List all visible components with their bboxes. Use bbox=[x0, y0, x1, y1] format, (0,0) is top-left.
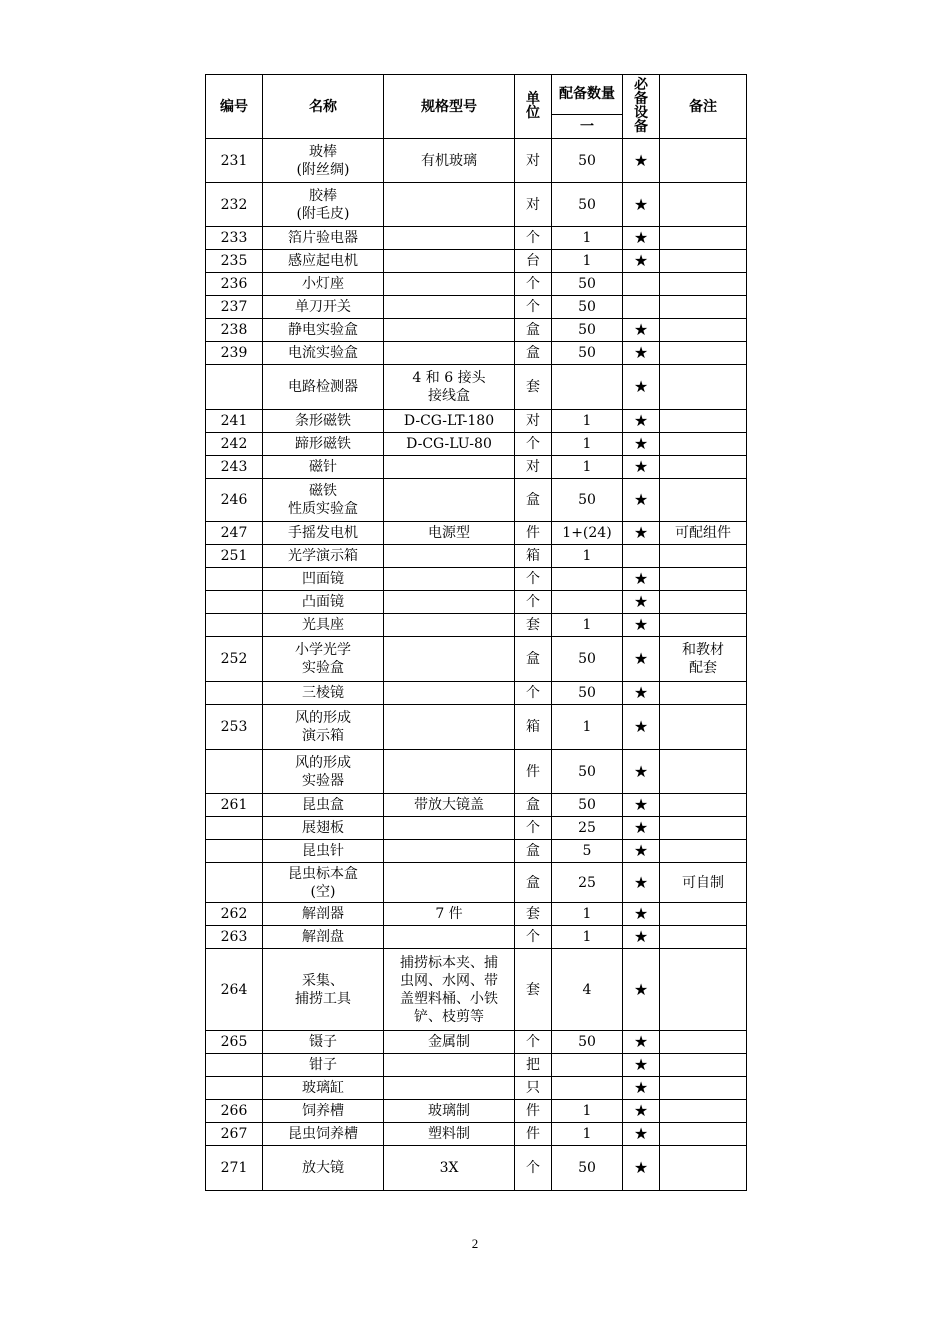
cell-note bbox=[660, 750, 747, 794]
cell-note bbox=[660, 903, 747, 926]
cell-id: 237 bbox=[206, 296, 263, 319]
table-row bbox=[206, 750, 747, 794]
cell-unit: 个 bbox=[515, 682, 552, 705]
table-row bbox=[206, 1077, 747, 1100]
table-row bbox=[206, 705, 747, 750]
cell-qty bbox=[552, 1054, 623, 1077]
cell-star: ★ bbox=[623, 903, 660, 926]
cell-unit: 个 bbox=[515, 1146, 552, 1191]
cell-note bbox=[660, 591, 747, 614]
cell-id bbox=[206, 591, 263, 614]
cell-id: 236 bbox=[206, 273, 263, 296]
cell-unit: 个 bbox=[515, 433, 552, 456]
cell-name: 三棱镜 bbox=[263, 682, 384, 705]
cell-qty: 25 bbox=[552, 817, 623, 840]
cell-id: 253 bbox=[206, 705, 263, 750]
cell-spec bbox=[384, 456, 515, 479]
cell-id bbox=[206, 1077, 263, 1100]
cell-id bbox=[206, 750, 263, 794]
cell-name: 钳子 bbox=[263, 1054, 384, 1077]
table-row bbox=[206, 319, 747, 342]
cell-unit: 个 bbox=[515, 591, 552, 614]
cell-id bbox=[206, 863, 263, 903]
cell-name: 磁针 bbox=[263, 456, 384, 479]
cell-star: ★ bbox=[623, 682, 660, 705]
cell-unit: 盒 bbox=[515, 342, 552, 365]
cell-note bbox=[660, 794, 747, 817]
cell-id: 238 bbox=[206, 319, 263, 342]
cell-note bbox=[660, 926, 747, 949]
cell-note bbox=[660, 296, 747, 319]
cell-id bbox=[206, 568, 263, 591]
cell-qty bbox=[552, 568, 623, 591]
cell-spec: 玻璃制 bbox=[384, 1100, 515, 1123]
table-row bbox=[206, 365, 747, 410]
table-row bbox=[206, 903, 747, 926]
cell-id: 247 bbox=[206, 522, 263, 545]
cell-note bbox=[660, 1146, 747, 1191]
cell-qty: 1 bbox=[552, 545, 623, 568]
table-row bbox=[206, 568, 747, 591]
cell-star: ★ bbox=[623, 926, 660, 949]
cell-id: 242 bbox=[206, 433, 263, 456]
cell-note bbox=[660, 1077, 747, 1100]
table-row bbox=[206, 1123, 747, 1146]
cell-id: 267 bbox=[206, 1123, 263, 1146]
cell-unit: 台 bbox=[515, 250, 552, 273]
cell-spec bbox=[384, 319, 515, 342]
cell-spec bbox=[384, 926, 515, 949]
cell-spec: 3X bbox=[384, 1146, 515, 1191]
cell-spec bbox=[384, 705, 515, 750]
cell-name: 单刀开关 bbox=[263, 296, 384, 319]
table-row bbox=[206, 863, 747, 903]
cell-qty: 1+(24) bbox=[552, 522, 623, 545]
cell-star bbox=[623, 545, 660, 568]
cell-spec: D-CG-LT-180 bbox=[384, 410, 515, 433]
cell-unit: 个 bbox=[515, 1031, 552, 1054]
table-row bbox=[206, 1031, 747, 1054]
cell-spec bbox=[384, 750, 515, 794]
cell-qty bbox=[552, 591, 623, 614]
cell-qty: 1 bbox=[552, 1100, 623, 1123]
cell-qty: 50 bbox=[552, 1146, 623, 1191]
cell-note bbox=[660, 273, 747, 296]
cell-unit: 把 bbox=[515, 1054, 552, 1077]
cell-id bbox=[206, 817, 263, 840]
table-body bbox=[206, 139, 747, 1191]
cell-name: 展翅板 bbox=[263, 817, 384, 840]
cell-star: ★ bbox=[623, 705, 660, 750]
cell-spec bbox=[384, 250, 515, 273]
table-row bbox=[206, 227, 747, 250]
header-qty-sub: 一 bbox=[552, 115, 623, 139]
cell-spec bbox=[384, 479, 515, 522]
cell-spec bbox=[384, 817, 515, 840]
table-row bbox=[206, 410, 747, 433]
cell-note bbox=[660, 342, 747, 365]
cell-star: ★ bbox=[623, 522, 660, 545]
cell-spec bbox=[384, 296, 515, 319]
cell-qty: 50 bbox=[552, 183, 623, 227]
cell-note bbox=[660, 365, 747, 410]
cell-id bbox=[206, 365, 263, 410]
cell-star: ★ bbox=[623, 227, 660, 250]
cell-unit: 个 bbox=[515, 273, 552, 296]
cell-star: ★ bbox=[623, 1123, 660, 1146]
cell-unit: 盒 bbox=[515, 319, 552, 342]
cell-id: 243 bbox=[206, 456, 263, 479]
cell-note bbox=[660, 1100, 747, 1123]
cell-qty: 50 bbox=[552, 273, 623, 296]
cell-star bbox=[623, 296, 660, 319]
cell-spec bbox=[384, 227, 515, 250]
cell-spec bbox=[384, 273, 515, 296]
header-name: 名称 bbox=[263, 75, 384, 139]
cell-spec bbox=[384, 568, 515, 591]
cell-unit: 盒 bbox=[515, 637, 552, 682]
cell-name: 电路检测器 bbox=[263, 365, 384, 410]
header-spec: 规格型号 bbox=[384, 75, 515, 139]
cell-star: ★ bbox=[623, 319, 660, 342]
cell-star: ★ bbox=[623, 949, 660, 1031]
table-row bbox=[206, 682, 747, 705]
cell-note bbox=[660, 139, 747, 183]
cell-note bbox=[660, 705, 747, 750]
cell-spec: 金属制 bbox=[384, 1031, 515, 1054]
cell-id: 271 bbox=[206, 1146, 263, 1191]
cell-name: 手摇发电机 bbox=[263, 522, 384, 545]
cell-name: 镊子 bbox=[263, 1031, 384, 1054]
cell-name: 玻棒 (附丝绸) bbox=[263, 139, 384, 183]
cell-note bbox=[660, 227, 747, 250]
cell-qty bbox=[552, 365, 623, 410]
cell-name: 解剖盘 bbox=[263, 926, 384, 949]
table-row bbox=[206, 1100, 747, 1123]
cell-unit: 对 bbox=[515, 139, 552, 183]
cell-unit: 件 bbox=[515, 522, 552, 545]
cell-unit: 套 bbox=[515, 949, 552, 1031]
header-note: 备注 bbox=[660, 75, 747, 139]
cell-name: 小灯座 bbox=[263, 273, 384, 296]
cell-qty: 50 bbox=[552, 139, 623, 183]
cell-note: 可配组件 bbox=[660, 522, 747, 545]
cell-star: ★ bbox=[623, 410, 660, 433]
cell-name: 放大镜 bbox=[263, 1146, 384, 1191]
cell-name: 感应起电机 bbox=[263, 250, 384, 273]
cell-spec bbox=[384, 183, 515, 227]
cell-star: ★ bbox=[623, 750, 660, 794]
cell-name: 蹄形磁铁 bbox=[263, 433, 384, 456]
cell-spec bbox=[384, 342, 515, 365]
cell-unit: 对 bbox=[515, 183, 552, 227]
cell-unit: 盒 bbox=[515, 794, 552, 817]
page-number: 2 bbox=[471, 1236, 479, 1251]
cell-star: ★ bbox=[623, 1100, 660, 1123]
equipment-table bbox=[205, 74, 747, 1191]
cell-qty: 50 bbox=[552, 479, 623, 522]
cell-star: ★ bbox=[623, 1146, 660, 1191]
cell-name: 电流实验盒 bbox=[263, 342, 384, 365]
cell-star: ★ bbox=[623, 250, 660, 273]
cell-star: ★ bbox=[623, 139, 660, 183]
cell-note bbox=[660, 614, 747, 637]
cell-id: 264 bbox=[206, 949, 263, 1031]
cell-name: 玻璃缸 bbox=[263, 1077, 384, 1100]
cell-qty: 50 bbox=[552, 750, 623, 794]
cell-qty: 1 bbox=[552, 1123, 623, 1146]
cell-star: ★ bbox=[623, 840, 660, 863]
table-row bbox=[206, 433, 747, 456]
table-row bbox=[206, 273, 747, 296]
table-row bbox=[206, 949, 747, 1031]
cell-qty: 1 bbox=[552, 456, 623, 479]
cell-spec bbox=[384, 591, 515, 614]
cell-qty: 1 bbox=[552, 903, 623, 926]
header-qty: 配备数量 bbox=[552, 75, 623, 115]
table-row bbox=[206, 479, 747, 522]
cell-note bbox=[660, 479, 747, 522]
cell-unit: 个 bbox=[515, 568, 552, 591]
table-row bbox=[206, 817, 747, 840]
cell-id: 262 bbox=[206, 903, 263, 926]
cell-star: ★ bbox=[623, 365, 660, 410]
cell-id: 263 bbox=[206, 926, 263, 949]
cell-note bbox=[660, 1054, 747, 1077]
cell-id: 251 bbox=[206, 545, 263, 568]
cell-note bbox=[660, 840, 747, 863]
cell-name: 条形磁铁 bbox=[263, 410, 384, 433]
table-row bbox=[206, 522, 747, 545]
table-row bbox=[206, 1146, 747, 1191]
cell-spec: 电源型 bbox=[384, 522, 515, 545]
cell-star: ★ bbox=[623, 614, 660, 637]
cell-name: 光学演示箱 bbox=[263, 545, 384, 568]
cell-star: ★ bbox=[623, 637, 660, 682]
cell-qty bbox=[552, 1077, 623, 1100]
cell-id: 232 bbox=[206, 183, 263, 227]
cell-spec bbox=[384, 1054, 515, 1077]
cell-name: 凸面镜 bbox=[263, 591, 384, 614]
cell-spec bbox=[384, 637, 515, 682]
cell-star: ★ bbox=[623, 863, 660, 903]
table-row bbox=[206, 794, 747, 817]
table-row bbox=[206, 183, 747, 227]
cell-id: 231 bbox=[206, 139, 263, 183]
cell-spec bbox=[384, 863, 515, 903]
table-row bbox=[206, 1054, 747, 1077]
cell-qty: 1 bbox=[552, 614, 623, 637]
cell-qty: 50 bbox=[552, 319, 623, 342]
cell-star: ★ bbox=[623, 1077, 660, 1100]
cell-name: 风的形成 实验器 bbox=[263, 750, 384, 794]
table-row bbox=[206, 614, 747, 637]
cell-unit: 套 bbox=[515, 365, 552, 410]
cell-spec: 塑料制 bbox=[384, 1123, 515, 1146]
cell-note bbox=[660, 250, 747, 273]
cell-spec bbox=[384, 840, 515, 863]
cell-star: ★ bbox=[623, 794, 660, 817]
cell-unit: 对 bbox=[515, 456, 552, 479]
cell-spec bbox=[384, 682, 515, 705]
cell-qty: 50 bbox=[552, 794, 623, 817]
cell-star: ★ bbox=[623, 183, 660, 227]
cell-unit: 个 bbox=[515, 926, 552, 949]
table-row bbox=[206, 840, 747, 863]
cell-note bbox=[660, 410, 747, 433]
cell-note bbox=[660, 319, 747, 342]
cell-qty: 50 bbox=[552, 342, 623, 365]
cell-note bbox=[660, 949, 747, 1031]
cell-name: 饲养槽 bbox=[263, 1100, 384, 1123]
cell-qty: 1 bbox=[552, 410, 623, 433]
cell-unit: 盒 bbox=[515, 840, 552, 863]
cell-name: 昆虫饲养槽 bbox=[263, 1123, 384, 1146]
cell-id bbox=[206, 682, 263, 705]
cell-qty: 1 bbox=[552, 227, 623, 250]
cell-star: ★ bbox=[623, 342, 660, 365]
cell-name: 解剖器 bbox=[263, 903, 384, 926]
cell-unit: 件 bbox=[515, 1123, 552, 1146]
cell-unit: 对 bbox=[515, 410, 552, 433]
table-row bbox=[206, 545, 747, 568]
cell-spec: 4 和 6 接头 接线盒 bbox=[384, 365, 515, 410]
table-row bbox=[206, 637, 747, 682]
header-required-text: 必备设备 bbox=[634, 76, 648, 135]
table-row bbox=[206, 139, 747, 183]
cell-qty: 1 bbox=[552, 433, 623, 456]
cell-name: 光具座 bbox=[263, 614, 384, 637]
cell-qty: 50 bbox=[552, 1031, 623, 1054]
cell-star: ★ bbox=[623, 817, 660, 840]
header-id: 编号 bbox=[206, 75, 263, 139]
cell-note: 可自制 bbox=[660, 863, 747, 903]
cell-id: 239 bbox=[206, 342, 263, 365]
cell-unit: 盒 bbox=[515, 479, 552, 522]
cell-name: 昆虫盒 bbox=[263, 794, 384, 817]
cell-qty: 1 bbox=[552, 250, 623, 273]
cell-unit: 件 bbox=[515, 750, 552, 794]
cell-note bbox=[660, 817, 747, 840]
cell-spec: 捕捞标本夹、捕 虫网、水网、带 盖塑料桶、小铁 铲、枝剪等 bbox=[384, 949, 515, 1031]
cell-name: 箔片验电器 bbox=[263, 227, 384, 250]
cell-unit: 套 bbox=[515, 614, 552, 637]
cell-qty: 50 bbox=[552, 682, 623, 705]
cell-note bbox=[660, 1123, 747, 1146]
cell-name: 小学光学 实验盒 bbox=[263, 637, 384, 682]
cell-qty: 1 bbox=[552, 705, 623, 750]
cell-star: ★ bbox=[623, 456, 660, 479]
cell-note bbox=[660, 183, 747, 227]
cell-name: 胶棒 (附毛皮) bbox=[263, 183, 384, 227]
cell-id bbox=[206, 614, 263, 637]
cell-star bbox=[623, 273, 660, 296]
cell-star: ★ bbox=[623, 591, 660, 614]
cell-spec: D-CG-LU-80 bbox=[384, 433, 515, 456]
cell-name: 风的形成 演示箱 bbox=[263, 705, 384, 750]
cell-id bbox=[206, 1054, 263, 1077]
cell-name: 昆虫针 bbox=[263, 840, 384, 863]
cell-qty: 5 bbox=[552, 840, 623, 863]
cell-note bbox=[660, 545, 747, 568]
cell-unit: 箱 bbox=[515, 545, 552, 568]
cell-note bbox=[660, 1031, 747, 1054]
cell-id: 246 bbox=[206, 479, 263, 522]
table-row bbox=[206, 926, 747, 949]
cell-unit: 箱 bbox=[515, 705, 552, 750]
cell-id: 265 bbox=[206, 1031, 263, 1054]
cell-name: 凹面镜 bbox=[263, 568, 384, 591]
header-unit bbox=[515, 75, 552, 139]
cell-unit: 个 bbox=[515, 227, 552, 250]
cell-name: 磁铁 性质实验盒 bbox=[263, 479, 384, 522]
cell-unit: 套 bbox=[515, 903, 552, 926]
cell-unit: 个 bbox=[515, 817, 552, 840]
cell-star: ★ bbox=[623, 479, 660, 522]
cell-qty: 50 bbox=[552, 296, 623, 319]
cell-id: 235 bbox=[206, 250, 263, 273]
table-row bbox=[206, 456, 747, 479]
cell-spec: 有机玻璃 bbox=[384, 139, 515, 183]
cell-note bbox=[660, 682, 747, 705]
table-row bbox=[206, 591, 747, 614]
cell-unit: 盒 bbox=[515, 863, 552, 903]
cell-name: 静电实验盒 bbox=[263, 319, 384, 342]
cell-name: 昆虫标本盒 (空) bbox=[263, 863, 384, 903]
cell-star: ★ bbox=[623, 1054, 660, 1077]
cell-spec bbox=[384, 545, 515, 568]
cell-unit: 件 bbox=[515, 1100, 552, 1123]
cell-star: ★ bbox=[623, 1031, 660, 1054]
cell-note: 和教材 配套 bbox=[660, 637, 747, 682]
table-row bbox=[206, 342, 747, 365]
cell-qty: 25 bbox=[552, 863, 623, 903]
cell-spec bbox=[384, 1077, 515, 1100]
cell-unit: 个 bbox=[515, 296, 552, 319]
table-row bbox=[206, 250, 747, 273]
cell-spec: 带放大镜盖 bbox=[384, 794, 515, 817]
cell-note bbox=[660, 433, 747, 456]
cell-spec: 7 件 bbox=[384, 903, 515, 926]
cell-id: 241 bbox=[206, 410, 263, 433]
table-row bbox=[206, 296, 747, 319]
cell-qty: 4 bbox=[552, 949, 623, 1031]
cell-id: 261 bbox=[206, 794, 263, 817]
header-unit-text: 单位 bbox=[526, 90, 540, 121]
header-required bbox=[623, 75, 660, 139]
cell-star: ★ bbox=[623, 433, 660, 456]
cell-qty: 1 bbox=[552, 926, 623, 949]
cell-qty: 50 bbox=[552, 637, 623, 682]
cell-name: 采集、 捕捞工具 bbox=[263, 949, 384, 1031]
cell-spec bbox=[384, 614, 515, 637]
cell-id: 266 bbox=[206, 1100, 263, 1123]
cell-star: ★ bbox=[623, 568, 660, 591]
cell-id: 252 bbox=[206, 637, 263, 682]
cell-id: 233 bbox=[206, 227, 263, 250]
cell-note bbox=[660, 456, 747, 479]
cell-unit: 只 bbox=[515, 1077, 552, 1100]
cell-id bbox=[206, 840, 263, 863]
cell-note bbox=[660, 568, 747, 591]
